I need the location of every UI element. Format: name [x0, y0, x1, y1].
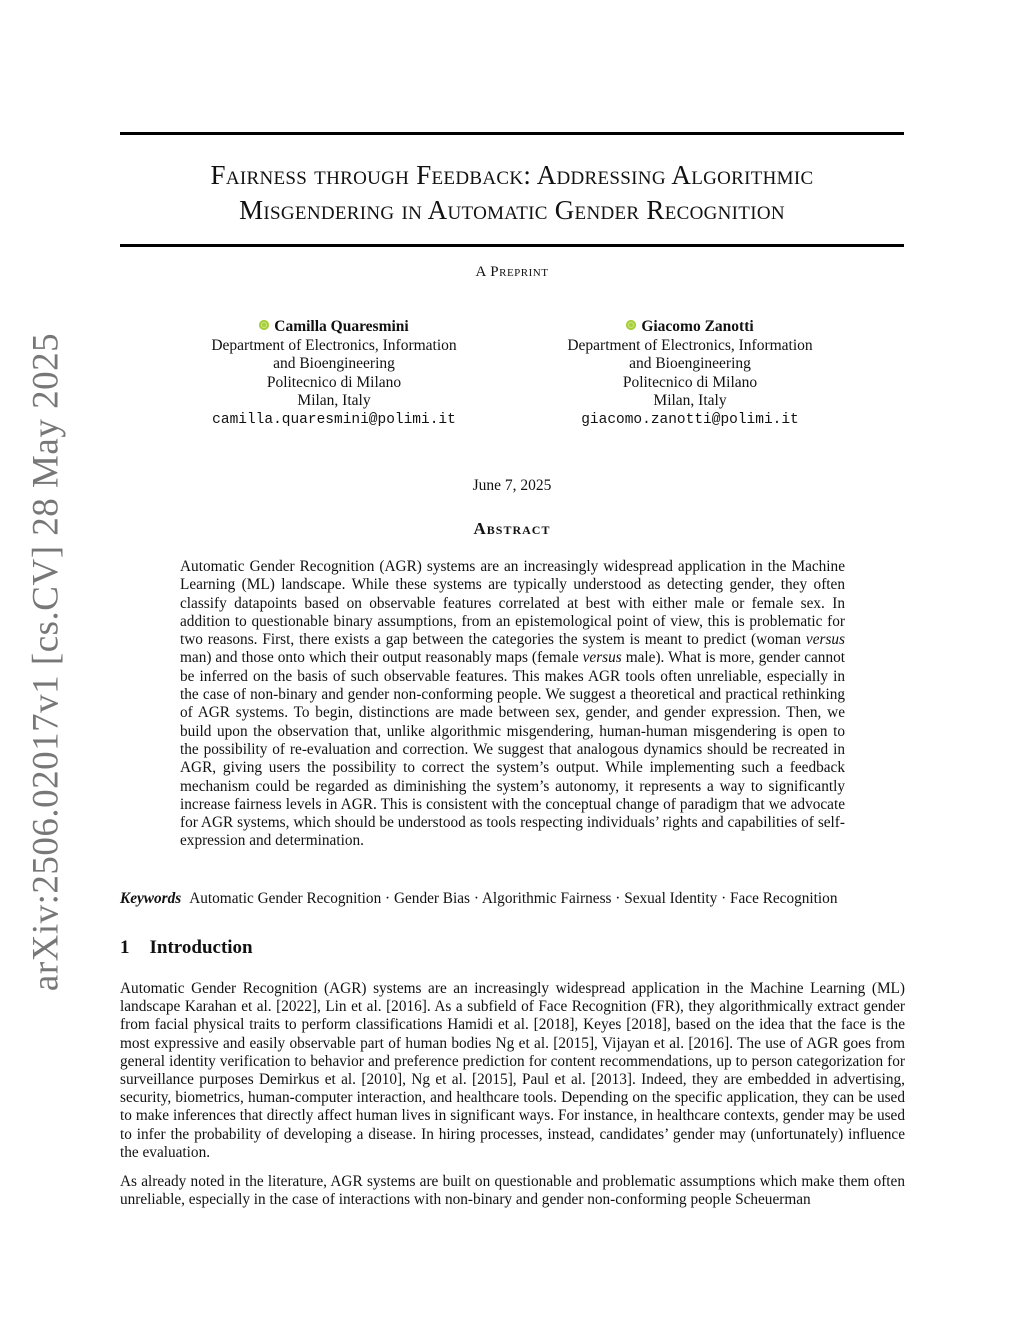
paper-title [100, 158, 924, 228]
keywords-list: Automatic Gender Recognition · Gender Bias · Algorithmic Fairness · Sexual Identity · Face Recognition [189, 890, 838, 907]
author-institution: Politecnico di Milano [622, 373, 758, 391]
publication-date: June 7, 2025 [472, 477, 552, 494]
author-email[interactable]: giacomo.zanotti@polimi.it [581, 411, 799, 428]
abstract-text-1: Automatic Gender Recognition (AGR) systems are an increasingly widespread application in the Machine Learning (ML) landscape. While these systems are typically understood as detecting gender, they often classify datapoints based on observable features correlated at best with either male or female sex. In addition to questionable binary assumptions, from an epistemological point of view, this is problematic for two reasons. First, there exists a gap between the categories the system is meant to predict (woman [180, 558, 845, 649]
title-top-rule [120, 132, 904, 135]
abstract-versus-1: versus [805, 631, 845, 649]
author-department-cont: and Bioengineering [273, 355, 395, 372]
orcid-icon[interactable] [259, 320, 269, 330]
abstract-versus-2: versus [582, 649, 622, 667]
author-name-row [525, 318, 855, 337]
keywords-line [120, 890, 920, 908]
title-line-1: Fairness through Feedback: Addressing Algorithmic [210, 160, 814, 190]
abstract-heading: Abstract [473, 519, 551, 538]
paragraph-1: Automatic Gender Recognition (AGR) systems are an increasingly widespread application in the Machine Learning (ML) landscape Karahan et al. [2022], Lin et al. [2016]. As a subfield of Face Recognition (FR), they algorithmically extract gender from facial physical traits to perform classifications Hamidi et al. [2018], Keyes [2018], based on the idea that the face is the most expressive and easily observable part of human bodies Ng et al. [2015], Vijayan et al. [2016]. The use of AGR goes from general identity verification to behavior and preference prediction for content recommendations, up to person categorization for surveillance purposes Demirkus et al. [2010], Ng et al. [2015], Paul et al. [2013]. Indeed, they are embedded in advertising, security, biometrics, human-computer interaction, and healthcare tools. Depending on the specific application, they can be used to make inferences that directly affect human lives in significant ways. For instance, in healthcare contexts, gender may be used to infer the probability of developing a disease. In hiring processes, instead, candidates’ gender may (unfortunately) influence the evaluation. [120, 980, 905, 1161]
section-heading [120, 937, 253, 959]
author-name: Camilla Quaresmini [274, 318, 409, 335]
author-location: Milan, Italy [653, 392, 727, 409]
abstract-text-3: male). What is more, gender cannot be inferred on the basis of such observable features. This makes AGR tools often unreliable, especially in the case of non-binary and gender non-conforming people. We suggest a theoretical and practical rethinking of AGR systems. To begin, distinctions are made between sex, gender, and gender expression. Then, we build upon the observation that, unlike algorithmic misgendering, human-human misgendering is open to the possibility of re-evaluation and correction. We suggest that analogous dynamics should be recreated in AGR, giving users the possibility to correct the system’s output. While implementing such a feedback mechanism could be regarded as diminishing the system’s autonomy, it represents a way to significantly increase fairness levels in AGR. This is consistent with the conceptual change of paradigm that we advocate for AGR systems, which should be understood as tools respecting individuals’ rights and capabilities of self-expression and determination. [180, 649, 845, 850]
section-title: Introduction [149, 937, 253, 958]
abstract-body [180, 558, 845, 851]
author-institution: Politecnico di Milano [266, 373, 402, 391]
author-name-row [169, 318, 499, 337]
author-email[interactable]: camilla.quaresmini@polimi.it [212, 411, 456, 428]
section-number: 1 [120, 937, 130, 958]
author-block-1 [169, 318, 499, 429]
orcid-icon[interactable] [626, 320, 636, 330]
author-department: Department of Electronics, Information [211, 336, 457, 354]
preprint-label: A Preprint [475, 264, 549, 280]
abstract-text-2: man) and those onto which their output reasonably maps (female [180, 649, 583, 667]
author-department-cont: and Bioengineering [629, 355, 751, 372]
paragraph-2: As already noted in the literature, AGR systems are built on questionable and problematic assumptions which make them often unreliable, especially in the case of interactions with non-binary and gender non-conforming people Scheuerman [120, 1173, 905, 1209]
keywords-label: Keywords [120, 890, 182, 907]
arxiv-identifier[interactable]: arXiv:2506.02017v1 [cs.CV] 28 May 2025 [25, 332, 67, 992]
author-block-2 [525, 318, 855, 429]
title-bottom-rule [120, 244, 904, 247]
title-line-2: Misgendering in Automatic Gender Recognition [239, 195, 785, 225]
author-location: Milan, Italy [297, 392, 371, 409]
author-name: Giacomo Zanotti [641, 318, 754, 335]
author-department: Department of Electronics, Information [567, 336, 813, 354]
